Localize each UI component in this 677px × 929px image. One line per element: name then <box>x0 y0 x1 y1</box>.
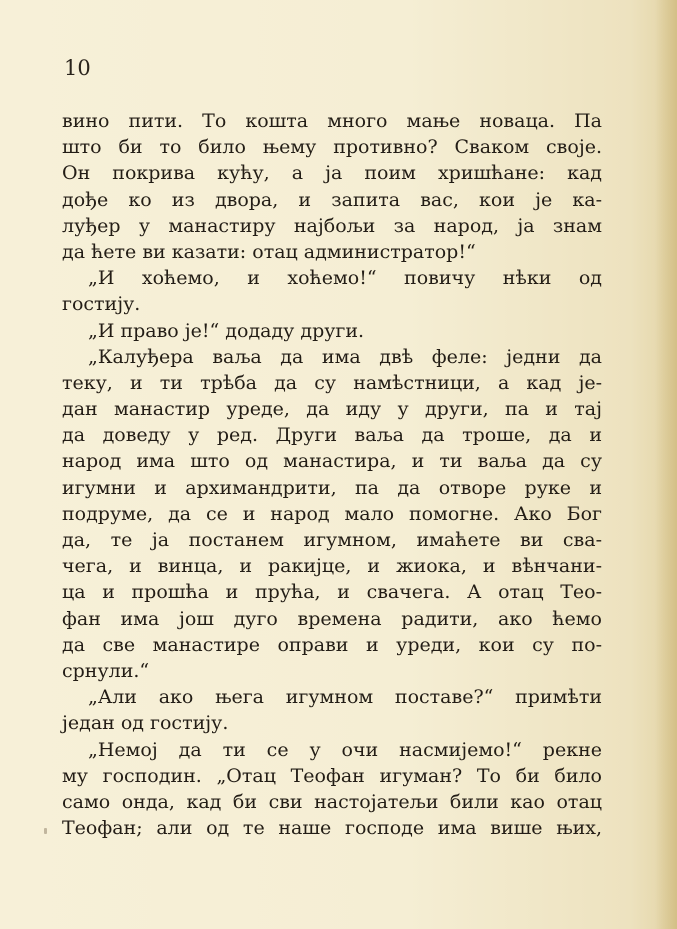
text-line: подруме, да се и народ мало помогне. Ако Бог <box>62 502 602 525</box>
text-line: чега, и винца, и ракијце, и жиока, и вѣнчани- <box>62 555 602 578</box>
text-line: гостију. <box>62 293 141 316</box>
text-line: „Калуђера ваља да има двѣ феле: једни да <box>88 345 602 368</box>
text-line: да, те ја постанем игумном, имаћете ви сва- <box>62 529 602 551</box>
text-line: дође ко из двора, и запита вас, кои је ка- <box>62 188 602 211</box>
text-line: Теофан; али од те наше господе има више њих, <box>62 817 602 840</box>
text-line: вино пити. То кошта много мање новаца. Па <box>62 110 602 132</box>
text-line: да доведу у ред. Други ваља да троше, да и <box>62 424 602 447</box>
text-line: срнули.“ <box>62 659 150 682</box>
text-line: фан има још дуго времена радити, ако ћемо <box>62 607 602 630</box>
text-line: дан манастир уреде, да иду у други, па и тај <box>62 398 602 421</box>
margin-mark <box>44 828 47 834</box>
text-line: што би то било њему противно? Сваком своје. <box>62 136 602 159</box>
text-line: народ има што од манастира, и ти ваља да су <box>62 450 602 473</box>
text-line: „Али ако њега игумном поставе?“ примѣти <box>88 686 602 709</box>
text-line: „И право је!“ додаду други. <box>88 319 365 342</box>
text-line: да ћете ви казати: отац администратор!“ <box>62 240 476 263</box>
body-text <box>62 108 602 841</box>
page-number: 10 <box>64 56 91 80</box>
text-line: игумни и архимандрити, па да отворе руке и <box>62 476 602 499</box>
text-line: ца и прошћа и прућа, и свачега. А отац Тео- <box>62 581 602 604</box>
page-edge-shadow <box>655 0 677 929</box>
text-line: само онда, кад би сви настојатељи били као отац <box>62 790 602 813</box>
text-line: „И хоћемо, и хоћемо!“ повичу нѣки од <box>88 267 602 290</box>
text-line: теку, и ти трѣба да су намѣстници, а кад је- <box>62 371 602 394</box>
text-line: „Немој да ти се у очи насмијемо!“ рекне <box>88 738 602 761</box>
text-line: му господин. „Отац Теофан игуман? То би било <box>62 764 602 787</box>
text-line: Он покрива кућу, а ја поим хришћане: кад <box>62 162 602 185</box>
text-line: да све манастире оправи и уреди, кои су по- <box>62 633 602 656</box>
text-line: један од гостију. <box>62 712 229 735</box>
text-line: луђер у манастиру најбољи за народ, ја знам <box>62 214 602 237</box>
